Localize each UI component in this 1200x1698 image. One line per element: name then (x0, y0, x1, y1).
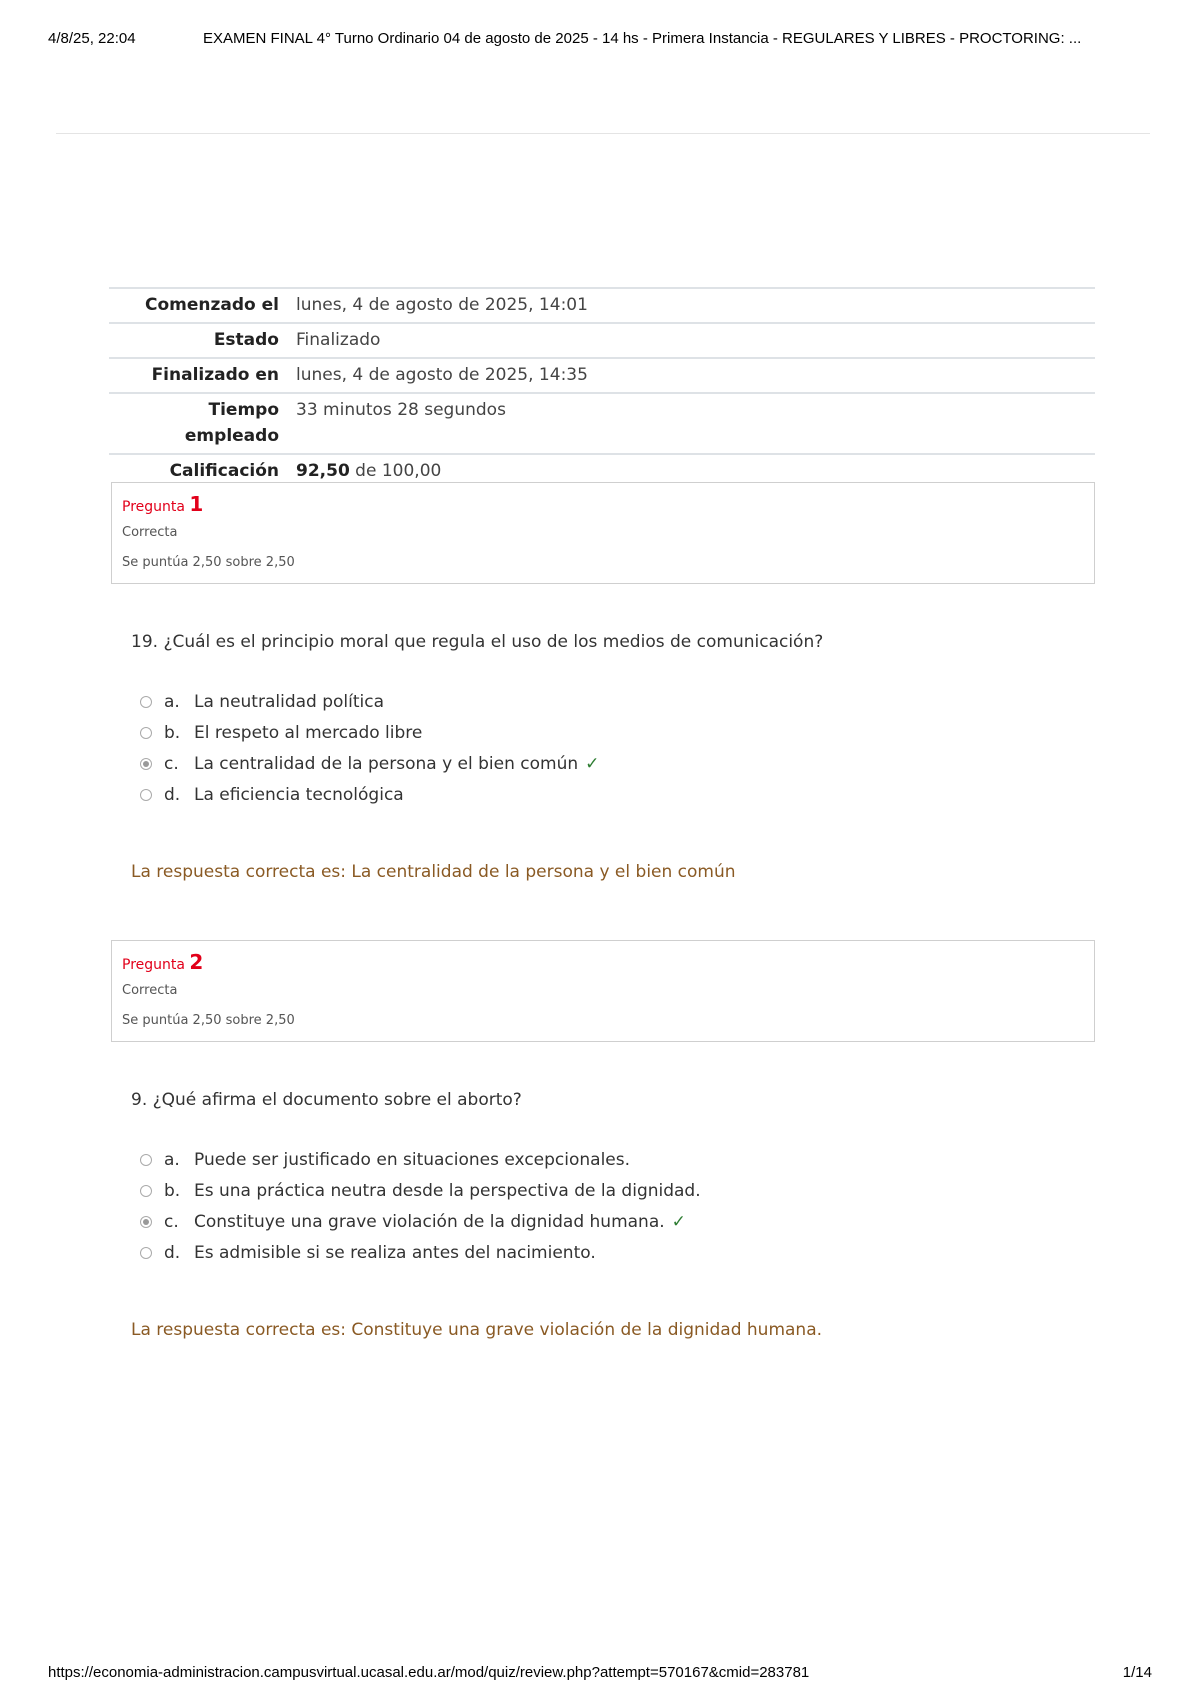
summary-row (109, 323, 1095, 358)
radio-button[interactable] (140, 1247, 152, 1259)
check-icon: ✓ (671, 1211, 686, 1232)
summary-row (109, 358, 1095, 393)
radio-button[interactable] (140, 1185, 152, 1197)
answer-text: Es admisible si se realiza antes del nacimiento. (194, 1242, 596, 1263)
right-answer: La respuesta correcta es: La centralidad de la persona y el bien común (131, 862, 736, 882)
answer-letter: d. (164, 784, 181, 805)
question-grade: Se puntúa 2,50 sobre 2,50 (122, 1013, 295, 1028)
answer-text: La neutralidad política (194, 691, 385, 712)
answer-text: Puede ser justificado en situaciones excepcionales. (194, 1149, 631, 1170)
question-text: 19. ¿Cuál es el principio moral que regula el uso de los medios de comunicación? (131, 632, 824, 652)
question-state: Correcta (122, 983, 178, 998)
answer-text: Es una práctica neutra desde la perspectiva de la dignidad. (194, 1180, 701, 1201)
radio-button[interactable] (140, 1154, 152, 1166)
answer-text: Constituye una grave violación de la dignidad humana. (194, 1211, 665, 1232)
summary-value: lunes, 4 de agosto de 2025, 14:01 (296, 288, 1095, 323)
answer-option[interactable] (140, 748, 599, 779)
question-num: 2 (189, 950, 204, 974)
print-title: EXAMEN FINAL 4° Turno Ordinario 04 de agosto de 2025 - 14 hs - Primera Instancia - REGULARES Y LIBRES - PROCTORING: ... (203, 30, 1082, 47)
question-number (122, 493, 1084, 518)
summary-label: Comenzado el (109, 288, 296, 323)
answer-letter: a. (164, 691, 180, 712)
question-label: Pregunta (122, 499, 185, 515)
summary-value: Finalizado (296, 323, 1095, 358)
right-answer: La respuesta correcta es: Constituye una grave violación de la dignidad humana. (131, 1320, 823, 1340)
answer-option[interactable] (140, 1144, 701, 1175)
answer-letter: c. (164, 753, 179, 774)
question-info (111, 940, 1095, 1042)
question-state: Correcta (122, 525, 178, 540)
answer-option[interactable] (140, 1206, 701, 1237)
grade-max: de 100,00 (349, 461, 442, 481)
question-label: Pregunta (122, 957, 185, 973)
question-number (122, 951, 1084, 976)
summary-row (109, 393, 1095, 454)
answer-option[interactable] (140, 1237, 701, 1268)
summary-value: 33 minutos 28 segundos (296, 393, 1095, 454)
answer-option[interactable] (140, 717, 599, 748)
summary-label: Calificación (109, 454, 296, 488)
question-info (111, 482, 1095, 584)
answer-option[interactable] (140, 686, 599, 717)
answer-letter: b. (164, 1180, 181, 1201)
summary-label: Tiempo empleado (109, 393, 296, 454)
summary-label: Estado (109, 323, 296, 358)
answer-letter: c. (164, 1211, 179, 1232)
answer-list (140, 1144, 701, 1268)
radio-button-checked[interactable] (140, 758, 152, 770)
summary-value: lunes, 4 de agosto de 2025, 14:35 (296, 358, 1095, 393)
answer-letter: b. (164, 722, 181, 743)
radio-button-checked[interactable] (140, 1216, 152, 1228)
radio-button[interactable] (140, 789, 152, 801)
divider (56, 133, 1150, 134)
summary-row (109, 288, 1095, 323)
answer-text: La eficiencia tecnológica (194, 784, 404, 805)
page-url: https://economia-administracion.campusvirtual.ucasal.edu.ar/mod/quiz/review.php?attempt=570167&cmid=283781 (48, 1664, 810, 1681)
grade-value: 92,50 (296, 461, 350, 481)
print-header (48, 30, 1152, 50)
answer-text: La centralidad de la persona y el bien común (194, 753, 579, 774)
question-text: 9. ¿Qué afirma el documento sobre el aborto? (131, 1090, 522, 1110)
answer-option[interactable] (140, 1175, 701, 1206)
attempt-summary (109, 287, 1095, 488)
print-footer (48, 1664, 1152, 1684)
summary-label: Finalizado en (109, 358, 296, 393)
print-date: 4/8/25, 22:04 (48, 30, 136, 47)
answer-list (140, 686, 599, 810)
question-num: 1 (189, 492, 204, 516)
answer-option[interactable] (140, 779, 599, 810)
answer-letter: a. (164, 1149, 180, 1170)
answer-text: El respeto al mercado libre (194, 722, 423, 743)
page-number: 1/14 (1122, 1664, 1152, 1681)
radio-button[interactable] (140, 727, 152, 739)
check-icon: ✓ (585, 753, 600, 774)
answer-letter: d. (164, 1242, 181, 1263)
question-grade: Se puntúa 2,50 sobre 2,50 (122, 555, 295, 570)
radio-button[interactable] (140, 696, 152, 708)
